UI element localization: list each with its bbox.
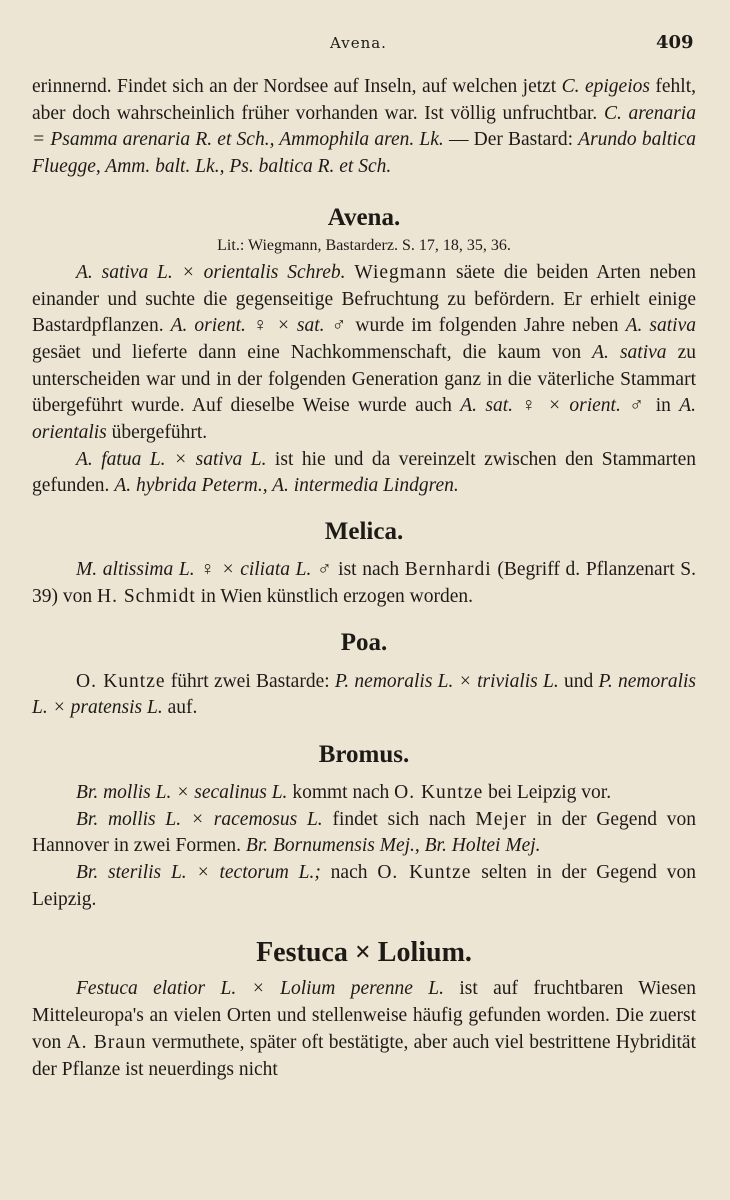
text-run: zu unterscheiden war und in der folgenden Generation ganz in die väterliche Stammart übergeführt wurde. Auf dieselbe Weise wurde auch (32, 341, 696, 417)
paragraph (32, 860, 696, 913)
text-run: nach (320, 862, 378, 884)
italic-text: P. nemoralis L. × pratensis L. (32, 670, 697, 719)
text-run: vermuthete, später oft bestätigte, aber auch viel bestrittene Hybridität der Pflanze ist neuerdings nicht (32, 1031, 696, 1080)
italic-text: A. sat. ♀ × orient. ♂ (460, 395, 648, 417)
text-run: wurde im folgenden Jahre neben (348, 315, 626, 337)
italic-text: A. fatua L. × sativa L. (76, 448, 267, 470)
page-body (32, 74, 696, 1083)
text-run: in (647, 395, 680, 417)
text-run: (Begriff d. Pflanzenart S. 39) von (32, 559, 696, 607)
text-run: erinnernd. Findet sich an der Nordsee auf Inseln, auf welchen jetzt (32, 76, 562, 97)
text-run: findet sich nach (322, 808, 476, 830)
text-run: und (558, 670, 599, 692)
section-heading: Poa. (340, 628, 388, 656)
spaced-name: O. Kuntze (377, 862, 472, 884)
italic-text: Br. Bornumensis Mej., Br. Holtei Mej. (245, 835, 541, 857)
text-run: säete die beiden Arten neben einander und suchte die gegenseitige Befruchtung zu befördern. Er erhielt einige Bastardpflanzen. (32, 261, 697, 337)
italic-text: A. orient. ♀ × sat. ♂ (170, 315, 349, 337)
section-heading: Avena. (327, 203, 401, 231)
spaced-name: O. Kuntze (394, 781, 484, 803)
italic-text: A. sativa (625, 315, 696, 337)
italic-text: Br. mollis L. × secalinus L. (76, 781, 288, 803)
text-run: führt zwei Bastarde: (165, 670, 335, 692)
literature-reference: Lit.: Wiegmann, Bastarderz. S. 17, 18, 35, 36. (217, 236, 511, 254)
text-run: ist hie und da vereinzelt zwischen den Stammarten gefunden. (32, 448, 696, 497)
italic-text: A. sativa (592, 341, 667, 363)
paragraph (32, 260, 696, 447)
text-run: fehlt, aber doch wahrscheinlich früher vorhanden war. Ist völlig unfruchtbar. (32, 76, 696, 124)
text-run: in Wien künstlich erzogen worden. (195, 585, 474, 607)
text-run: selten in der Gegend von Leipzig. (32, 862, 696, 910)
text-run: ist auf fruchtbaren Wiesen Mitteleuropa's an vielen Orten und stellenweise häufig gefunden worden. Die zuerst von (32, 978, 696, 1053)
text-run: kommt nach (287, 781, 395, 803)
text-run: — Der Bastard: (443, 129, 579, 151)
italic-text: P. nemoralis L. × trivialis L. (334, 670, 559, 692)
section-heading: Bromus. (318, 740, 410, 768)
italic-text: Br. sterilis L. × tectorum L.; (76, 862, 321, 884)
spaced-name: A. Braun (66, 1031, 147, 1053)
italic-text: Festuca elatior L. × Lolium perenne L. (76, 978, 444, 1000)
paragraph (32, 447, 696, 500)
text-run: gesäet und lieferte dann eine Nachkommenschaft, die kaum von (32, 341, 593, 363)
italic-text: M. altissima L. ♀ × ciliata L. ♂ (76, 559, 333, 581)
text-run: auf. (162, 697, 198, 719)
spaced-name: Wiegmann (354, 261, 448, 283)
paragraph (32, 557, 696, 610)
section-heading: Melica. (324, 518, 404, 546)
spaced-name: Mejer (475, 808, 527, 830)
page-number: 409 (656, 32, 694, 53)
italic-text: C. epigeios (561, 76, 650, 97)
text-run: bei Leipzig vor. (483, 781, 612, 803)
text-run: ist nach (332, 559, 405, 581)
paragraph (32, 669, 696, 722)
paragraph (32, 74, 696, 181)
paragraph (32, 976, 696, 1083)
paragraph (32, 807, 696, 860)
italic-text: Arundo baltica Fluegge, Amm. balt. Lk., Ps. baltica R. et Sch. (32, 129, 696, 178)
italic-text: Br. mollis L. × racemosus L. (76, 808, 323, 830)
page-header (0, 30, 730, 60)
italic-text: A. sativa L. × orientalis Schreb. (76, 261, 346, 283)
spaced-name: Bernhardi (404, 559, 492, 581)
section-heading: Festuca × Lolium. (256, 937, 472, 969)
text-run: in der Gegend von Hannover in zwei Formen. (32, 808, 696, 857)
paragraph (32, 780, 696, 807)
italic-text: A. hybrida Peterm., A. intermedia Lindgren. (114, 475, 459, 497)
italic-text: C. arenaria = Psamma arenaria R. et Sch., Ammophila aren. Lk. (32, 102, 696, 151)
spaced-name: O. Kuntze (76, 670, 166, 692)
italic-text: A. orientalis (32, 395, 697, 444)
running-title: Avena. (330, 34, 387, 52)
spaced-name: H. Schmidt (97, 585, 196, 607)
text-run: übergeführt. (106, 422, 208, 444)
